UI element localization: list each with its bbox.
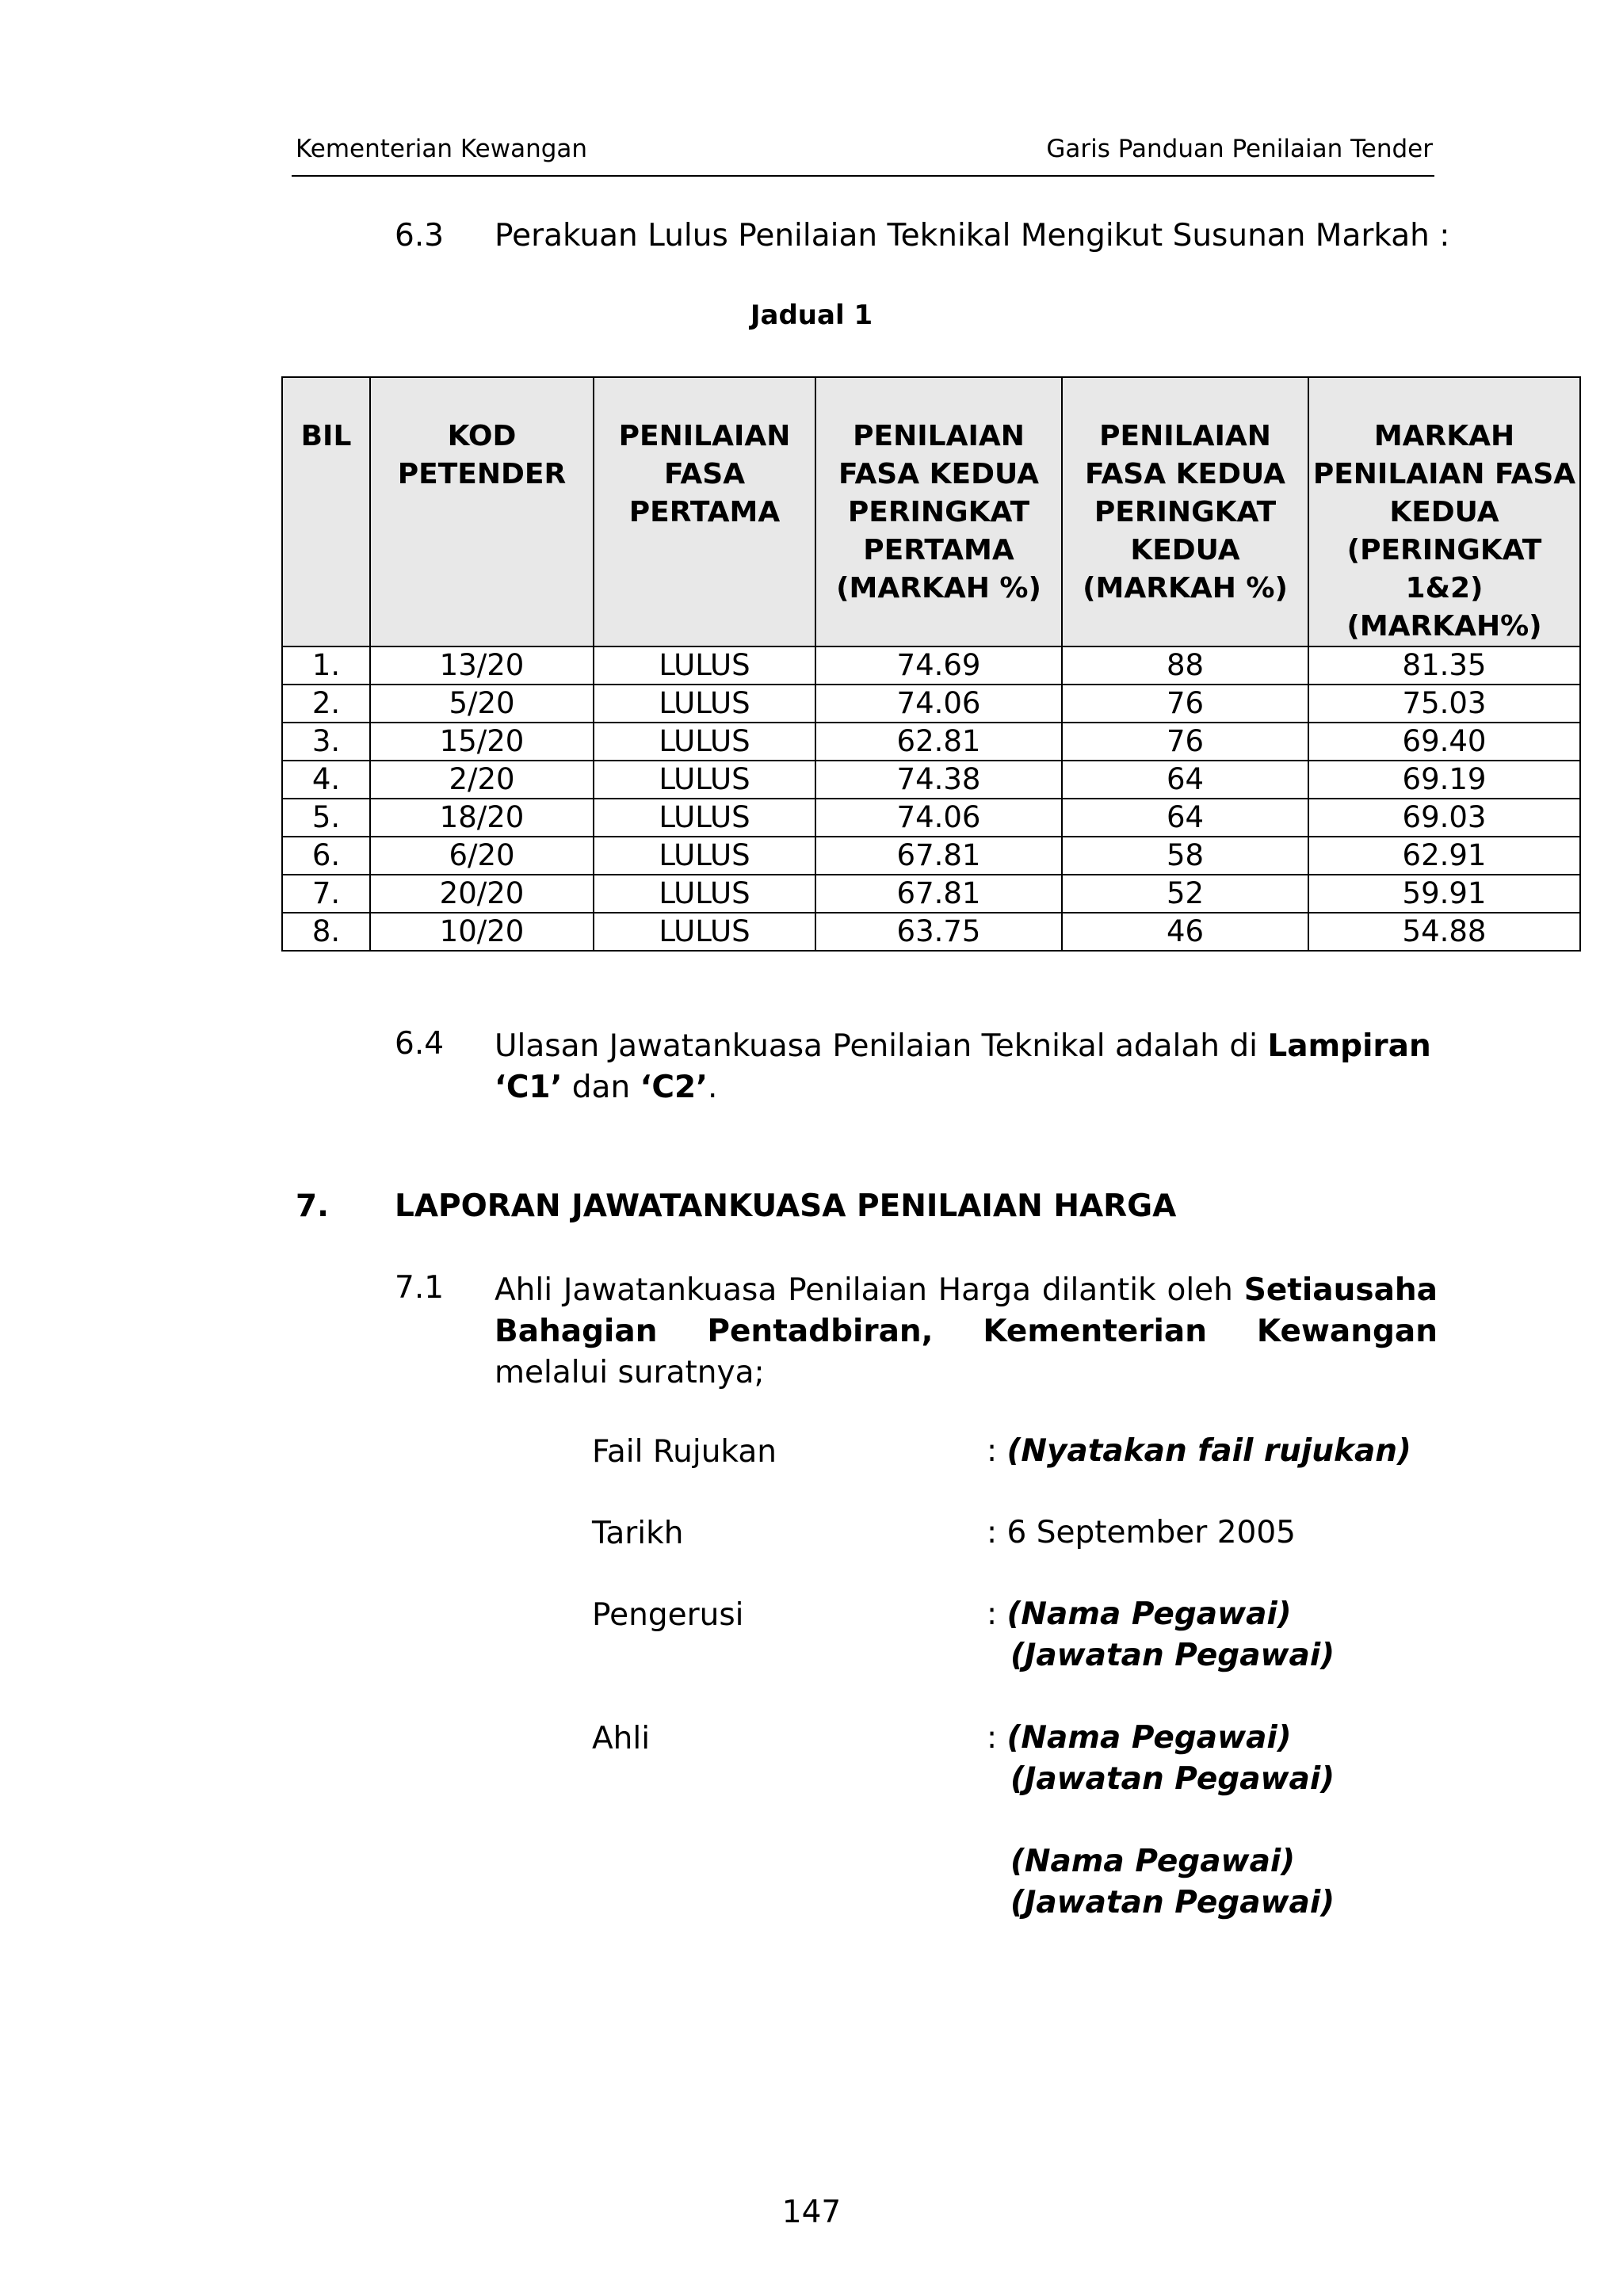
table-row	[282, 913, 1580, 951]
table-cell: 81.35	[1308, 646, 1580, 685]
table-cell: 62.91	[1308, 837, 1580, 875]
tarikh-value-line	[987, 1512, 1296, 1554]
header-left: Kementerian Kewangan	[296, 135, 588, 163]
c2-ref: ‘C2’	[640, 1070, 708, 1105]
fail-rujukan-value-line	[987, 1431, 1411, 1472]
table-cell: 74.06	[815, 799, 1062, 837]
table-cell: 76	[1062, 685, 1308, 723]
table-cell: 8.	[282, 913, 370, 951]
colon: :	[987, 1515, 998, 1550]
section-6-3-number: 6.3	[395, 218, 445, 254]
table-cell: LULUS	[594, 837, 815, 875]
ahli1-name: (Nama Pegawai)	[1006, 1720, 1292, 1756]
section-7-1-number: 7.1	[395, 1270, 445, 1306]
pengerusi-name: (Nama Pegawai)	[1006, 1596, 1292, 1632]
ahli2-post: (Jawatan Pegawai)	[1010, 1885, 1335, 1920]
table-row	[282, 646, 1580, 685]
pengerusi-label: Pengerusi	[592, 1597, 744, 1633]
table-caption: Jadual 1	[750, 299, 873, 331]
ahli1-post: (Jawatan Pegawai)	[1010, 1761, 1335, 1797]
table-cell: LULUS	[594, 723, 815, 761]
ahli-value-block	[987, 1718, 1335, 1924]
ahli2-name: (Nama Pegawai)	[1010, 1844, 1296, 1879]
table-cell: 88	[1062, 646, 1308, 685]
table-header-cell: PENILAIAN FASA PERTAMA	[594, 377, 815, 646]
section-6-4-period: .	[707, 1070, 718, 1105]
table-cell: LULUS	[594, 761, 815, 799]
section-7-title: LAPORAN JAWATANKUASA PENILAIAN HARGA	[395, 1188, 1177, 1224]
table-header-cell: MARKAH PENILAIAN FASA KEDUA (PERINGKAT 1&2) (MARKAH%)	[1308, 377, 1580, 646]
tarikh-label: Tarikh	[592, 1516, 684, 1551]
table-cell: 5/20	[370, 685, 594, 723]
table-cell: LULUS	[594, 875, 815, 913]
table-cell: 74.38	[815, 761, 1062, 799]
table-row	[282, 837, 1580, 875]
table-cell: LULUS	[594, 913, 815, 951]
table-cell: 52	[1062, 875, 1308, 913]
section-6-4-text: Ulasan Jawatankuasa Penilaian Teknikal adalah di	[495, 1028, 1268, 1064]
page-number: 147	[781, 2195, 842, 2230]
section-7-1-text: Ahli Jawatankuasa Penilaian Harga dilantik oleh	[495, 1272, 1244, 1308]
section-7-1-paragraph	[495, 1270, 1438, 1394]
table-cell: 74.69	[815, 646, 1062, 685]
table-cell: 18/20	[370, 799, 594, 837]
table-cell: 76	[1062, 723, 1308, 761]
colon: :	[987, 1433, 998, 1469]
pengerusi-value-block	[987, 1594, 1335, 1676]
section-6-4-dan: dan	[562, 1070, 640, 1105]
fail-rujukan-label: Fail Rujukan	[592, 1434, 777, 1470]
table-cell: 6.	[282, 837, 370, 875]
table-cell: 2.	[282, 685, 370, 723]
table-cell: 59.91	[1308, 875, 1580, 913]
table-row	[282, 685, 1580, 723]
lampiran-c1-ref: Lampiran ‘C1’	[495, 1028, 1431, 1105]
table-cell: 64	[1062, 799, 1308, 837]
header-right: Garis Panduan Penilaian Tender	[1046, 135, 1433, 163]
tarikh-value: 6 September 2005	[1006, 1515, 1296, 1550]
table-cell: 75.03	[1308, 685, 1580, 723]
table-row	[282, 723, 1580, 761]
table-cell: 63.75	[815, 913, 1062, 951]
table-cell: 15/20	[370, 723, 594, 761]
table-cell: 69.19	[1308, 761, 1580, 799]
table-cell: 13/20	[370, 646, 594, 685]
table-cell: 1.	[282, 646, 370, 685]
table-cell: 5.	[282, 799, 370, 837]
results-table	[281, 376, 1581, 952]
section-6-4-paragraph	[495, 1026, 1438, 1108]
section-6-4-number: 6.4	[395, 1026, 445, 1062]
table-cell: 4.	[282, 761, 370, 799]
table-cell: 54.88	[1308, 913, 1580, 951]
table-header-cell: PENILAIAN FASA KEDUA PERINGKAT PERTAMA (MARKAH %)	[815, 377, 1062, 646]
section-6-3-title: Perakuan Lulus Penilaian Teknikal Mengikut Susunan Markah :	[495, 218, 1450, 254]
table-cell: LULUS	[594, 685, 815, 723]
table-header-cell: BIL	[282, 377, 370, 646]
table-cell: 74.06	[815, 685, 1062, 723]
table-header-row	[282, 377, 1580, 646]
table-header-cell: PENILAIAN FASA KEDUA PERINGKAT KEDUA (MARKAH %)	[1062, 377, 1308, 646]
table-cell: 58	[1062, 837, 1308, 875]
table-cell: 3.	[282, 723, 370, 761]
colon: :	[987, 1596, 998, 1632]
table-cell: 69.03	[1308, 799, 1580, 837]
table-row	[282, 799, 1580, 837]
table-cell: 7.	[282, 875, 370, 913]
colon: :	[987, 1720, 998, 1756]
table-cell: 67.81	[815, 837, 1062, 875]
table-cell: LULUS	[594, 646, 815, 685]
table-row	[282, 761, 1580, 799]
table-cell: 69.40	[1308, 723, 1580, 761]
table-cell: 64	[1062, 761, 1308, 799]
table-cell: 2/20	[370, 761, 594, 799]
table-cell: 10/20	[370, 913, 594, 951]
section-7-1-tail: melalui suratnya;	[495, 1355, 765, 1390]
table-cell: 67.81	[815, 875, 1062, 913]
table-cell: 46	[1062, 913, 1308, 951]
table-cell: LULUS	[594, 799, 815, 837]
table-header-cell: KOD PETENDER	[370, 377, 594, 646]
section-7-number: 7.	[296, 1188, 329, 1224]
pengerusi-post: (Jawatan Pegawai)	[1010, 1638, 1335, 1673]
header-rule	[292, 175, 1434, 177]
ahli-label: Ahli	[592, 1721, 651, 1756]
fail-rujukan-value: (Nyatakan fail rujukan)	[1006, 1433, 1411, 1469]
table-cell: 6/20	[370, 837, 594, 875]
table-cell: 62.81	[815, 723, 1062, 761]
setiausaha-ref: Setiausaha Bahagian Pentadbiran, Kementerian Kewangan	[495, 1272, 1438, 1349]
table-row	[282, 875, 1580, 913]
table-cell: 20/20	[370, 875, 594, 913]
